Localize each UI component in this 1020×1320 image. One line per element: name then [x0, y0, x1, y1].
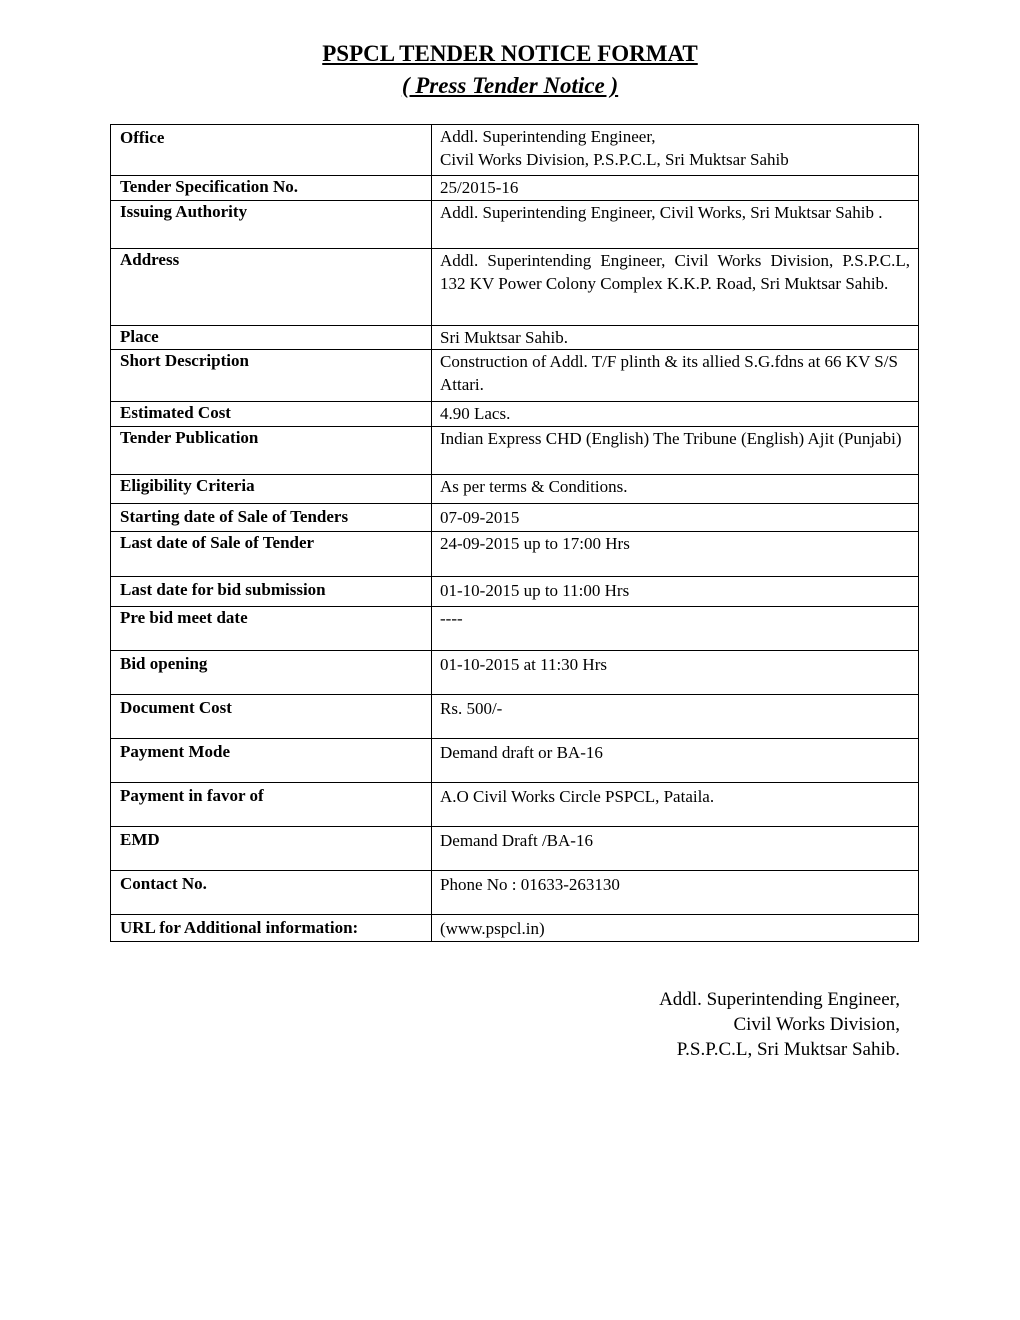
row-label-payment-mode: Payment Mode	[111, 739, 432, 783]
row-value-eligibility: As per terms & Conditions.	[432, 475, 919, 504]
office-line-2: Civil Works Division, P.S.P.C.L, Sri Muktsar Sahib	[440, 150, 789, 169]
table-row	[111, 176, 919, 201]
row-label-issuing-authority: Issuing Authority	[111, 201, 432, 249]
row-value-pre-bid: ----	[432, 607, 919, 651]
document-title: PSPCL TENDER NOTICE FORMAT	[322, 41, 698, 66]
row-value-place: Sri Muktsar Sahib.	[432, 326, 919, 350]
row-label-estimated-cost: Estimated Cost	[111, 402, 432, 427]
row-value-office	[432, 125, 919, 176]
table-row	[111, 249, 919, 326]
row-label-document-cost: Document Cost	[111, 695, 432, 739]
table-row	[111, 607, 919, 651]
row-label-last-sale: Last date of Sale of Tender	[111, 532, 432, 577]
table-row	[111, 427, 919, 475]
table-row	[111, 326, 919, 350]
row-value-payment-favor: A.O Civil Works Circle PSPCL, Pataila.	[432, 783, 919, 827]
table-row	[111, 350, 919, 402]
row-value-last-sale: 24-09-2015 up to 17:00 Hrs	[432, 532, 919, 577]
table-row	[111, 532, 919, 577]
row-value-bid-submission: 01-10-2015 up to 11:00 Hrs	[432, 577, 919, 607]
signature-line-1: Addl. Superintending Engineer,	[659, 989, 900, 1010]
signature-line-2: Civil Works Division,	[733, 1014, 900, 1035]
table-row	[111, 695, 919, 739]
tender-notice-table	[110, 124, 919, 942]
row-label-tender-spec: Tender Specification No.	[111, 176, 432, 201]
row-label-pre-bid: Pre bid meet date	[111, 607, 432, 651]
row-label-bid-submission: Last date for bid submission	[111, 577, 432, 607]
table-row	[111, 577, 919, 607]
row-value-estimated-cost: 4.90 Lacs.	[432, 402, 919, 427]
row-value-emd: Demand Draft /BA-16	[432, 827, 919, 871]
signature-line-3: P.S.P.C.L, Sri Muktsar Sahib.	[676, 1039, 900, 1060]
row-value-contact: Phone No : 01633-263130	[432, 871, 919, 915]
row-label-start-sale: Starting date of Sale of Tenders	[111, 504, 432, 532]
row-label-eligibility: Eligibility Criteria	[111, 475, 432, 504]
row-label-emd: EMD	[111, 827, 432, 871]
signature-block	[659, 987, 900, 1062]
row-label-place: Place	[111, 326, 432, 350]
document-subtitle: ( Press Tender Notice )	[401, 73, 619, 98]
row-label-bid-opening: Bid opening	[111, 651, 432, 695]
row-label-short-description: Short Description	[111, 350, 432, 402]
table-row	[111, 915, 919, 942]
row-value-issuing-authority: Addl. Superintending Engineer, Civil Works, Sri Muktsar Sahib .	[432, 201, 919, 249]
table-row	[111, 783, 919, 827]
row-value-start-sale: 07-09-2015	[432, 504, 919, 532]
row-value-document-cost: Rs. 500/-	[432, 695, 919, 739]
row-label-contact: Contact No.	[111, 871, 432, 915]
table-row	[111, 871, 919, 915]
row-label-payment-favor: Payment in favor of	[111, 783, 432, 827]
office-line-1: Addl. Superintending Engineer,	[440, 127, 656, 146]
row-value-tender-spec: 25/2015-16	[432, 176, 919, 201]
row-value-tender-publication: Indian Express CHD (English) The Tribune (English) Ajit (Punjabi)	[432, 427, 919, 475]
table-row	[111, 475, 919, 504]
row-value-address: Addl. Superintending Engineer, Civil Works Division, P.S.P.C.L, 132 KV Power Colony Complex K.K.P. Road, Sri Muktsar Sahib.	[432, 249, 919, 326]
table-row	[111, 739, 919, 783]
table-row	[111, 201, 919, 249]
row-label-office: Office	[111, 125, 432, 176]
row-value-payment-mode: Demand draft or BA-16	[432, 739, 919, 783]
table-row	[111, 125, 919, 176]
row-value-bid-opening: 01-10-2015 at 11:30 Hrs	[432, 651, 919, 695]
row-label-tender-publication: Tender Publication	[111, 427, 432, 475]
row-label-url: URL for Additional information:	[111, 915, 432, 942]
table-row	[111, 651, 919, 695]
row-label-address: Address	[111, 249, 432, 326]
table-row	[111, 827, 919, 871]
row-value-short-description: Construction of Addl. T/F plinth & its allied S.G.fdns at 66 KV S/S Attari.	[432, 350, 919, 402]
row-value-url: (www.pspcl.in)	[432, 915, 919, 942]
table-row	[111, 402, 919, 427]
table-row	[111, 504, 919, 532]
